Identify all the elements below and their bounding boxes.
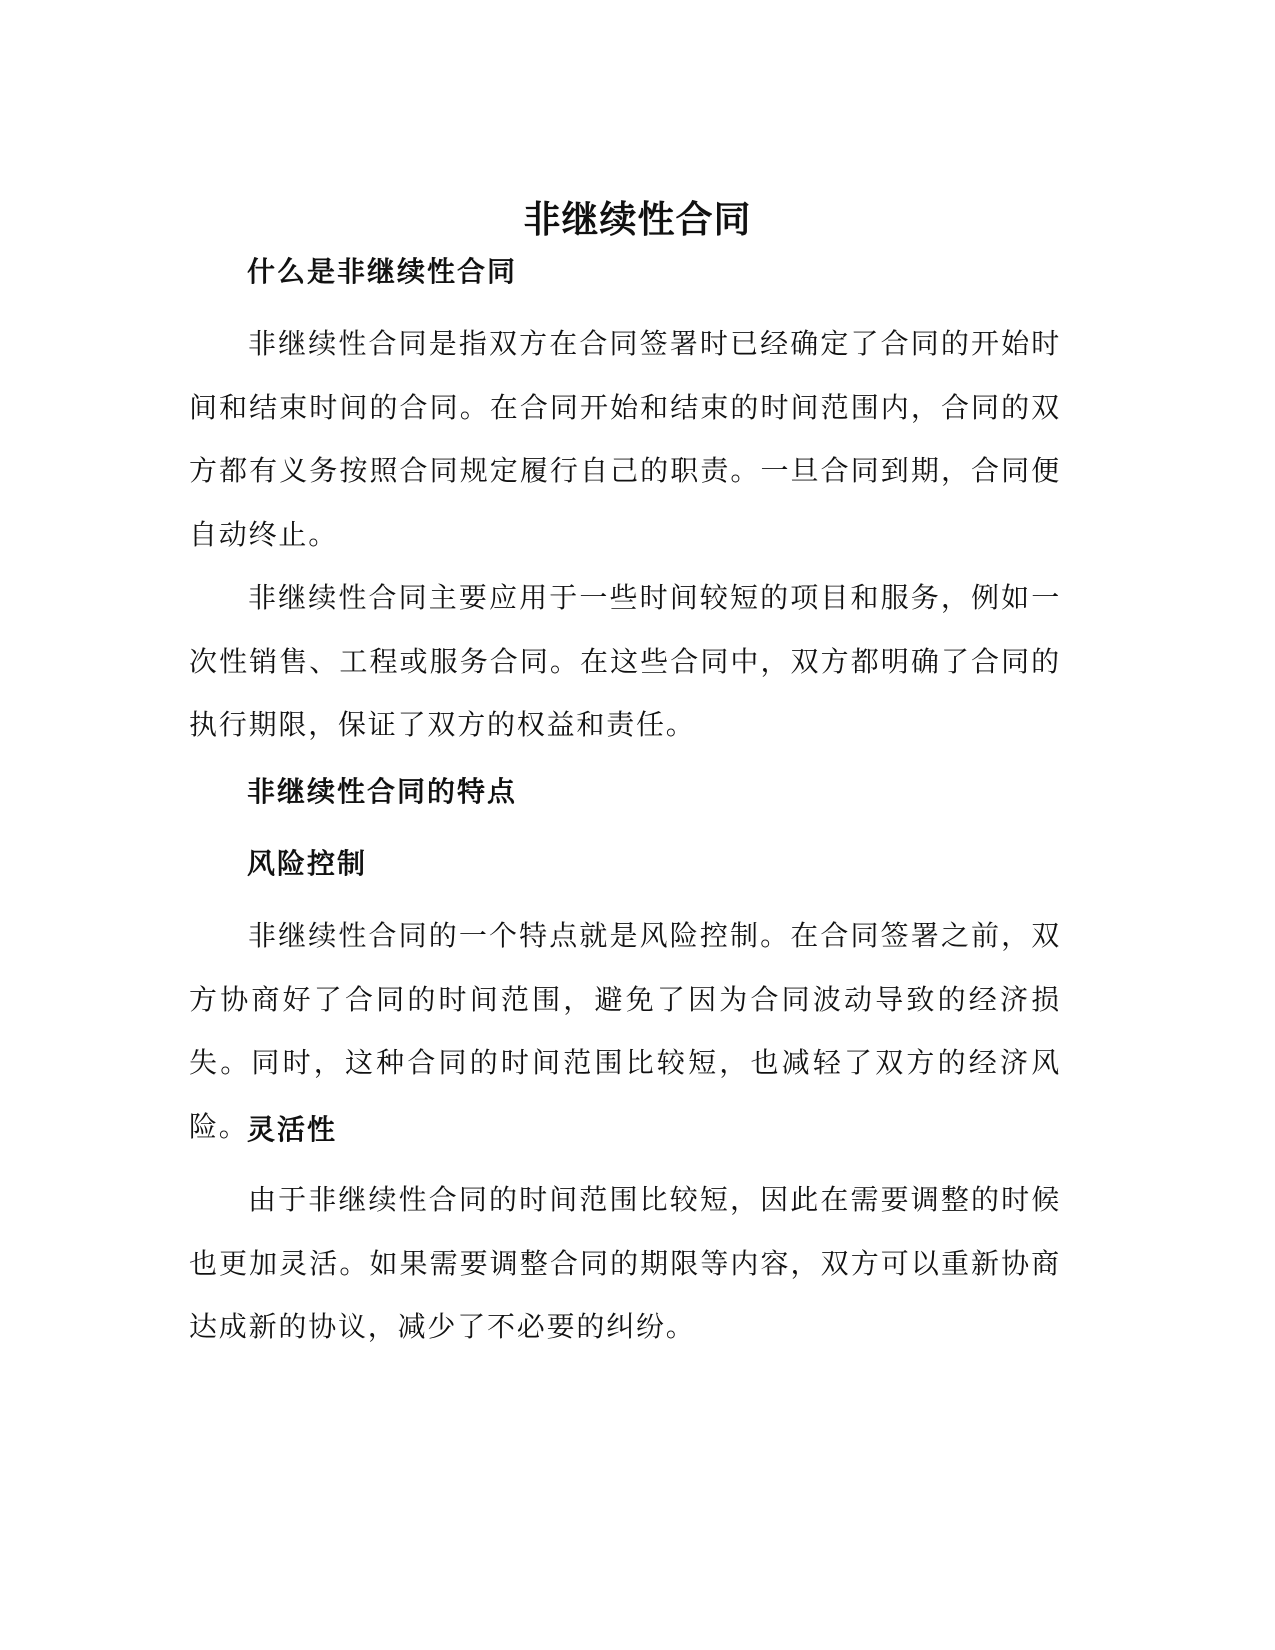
paragraph: 由于非继续性合同的时间范围比较短，因此在需要调整的时候也更加灵活。如果需要调整合同的期限等内容，双方可以重新协商达成新的协议，减少了不必要的纠纷。	[189, 1183, 1061, 1343]
document-title: 非继续性合同	[523, 198, 752, 241]
paragraph: 非继续性合同主要应用于一些时间较短的项目和服务，例如一次性销售、工程或服务合同。在这些合同中，双方都明确了合同的执行期限，保证了双方的权益和责任。	[189, 581, 1061, 741]
paragraph: 非继续性合同是指双方在合同签署时已经确定了合同的开始时间和结束时间的合同。在合同开始和结束的时间范围内，合同的双方都有义务按照合同规定履行自己的职责。一旦合同到期，合同便自动终止。	[189, 327, 1061, 551]
subsection-heading: 风险控制	[247, 847, 368, 880]
section-heading: 非继续性合同的特点	[247, 775, 518, 808]
paragraph: 非继续性合同的一个特点就是风险控制。在合同签署之前，双方协商好了合同的时间范围，避免了因为合同波动导致的经济损失。同时，这种合同的时间范围比较短，也减轻了双方的经济风险。	[189, 919, 1061, 1143]
subsection-heading: 灵活性	[247, 1113, 338, 1146]
section-heading: 什么是非继续性合同	[247, 255, 518, 288]
